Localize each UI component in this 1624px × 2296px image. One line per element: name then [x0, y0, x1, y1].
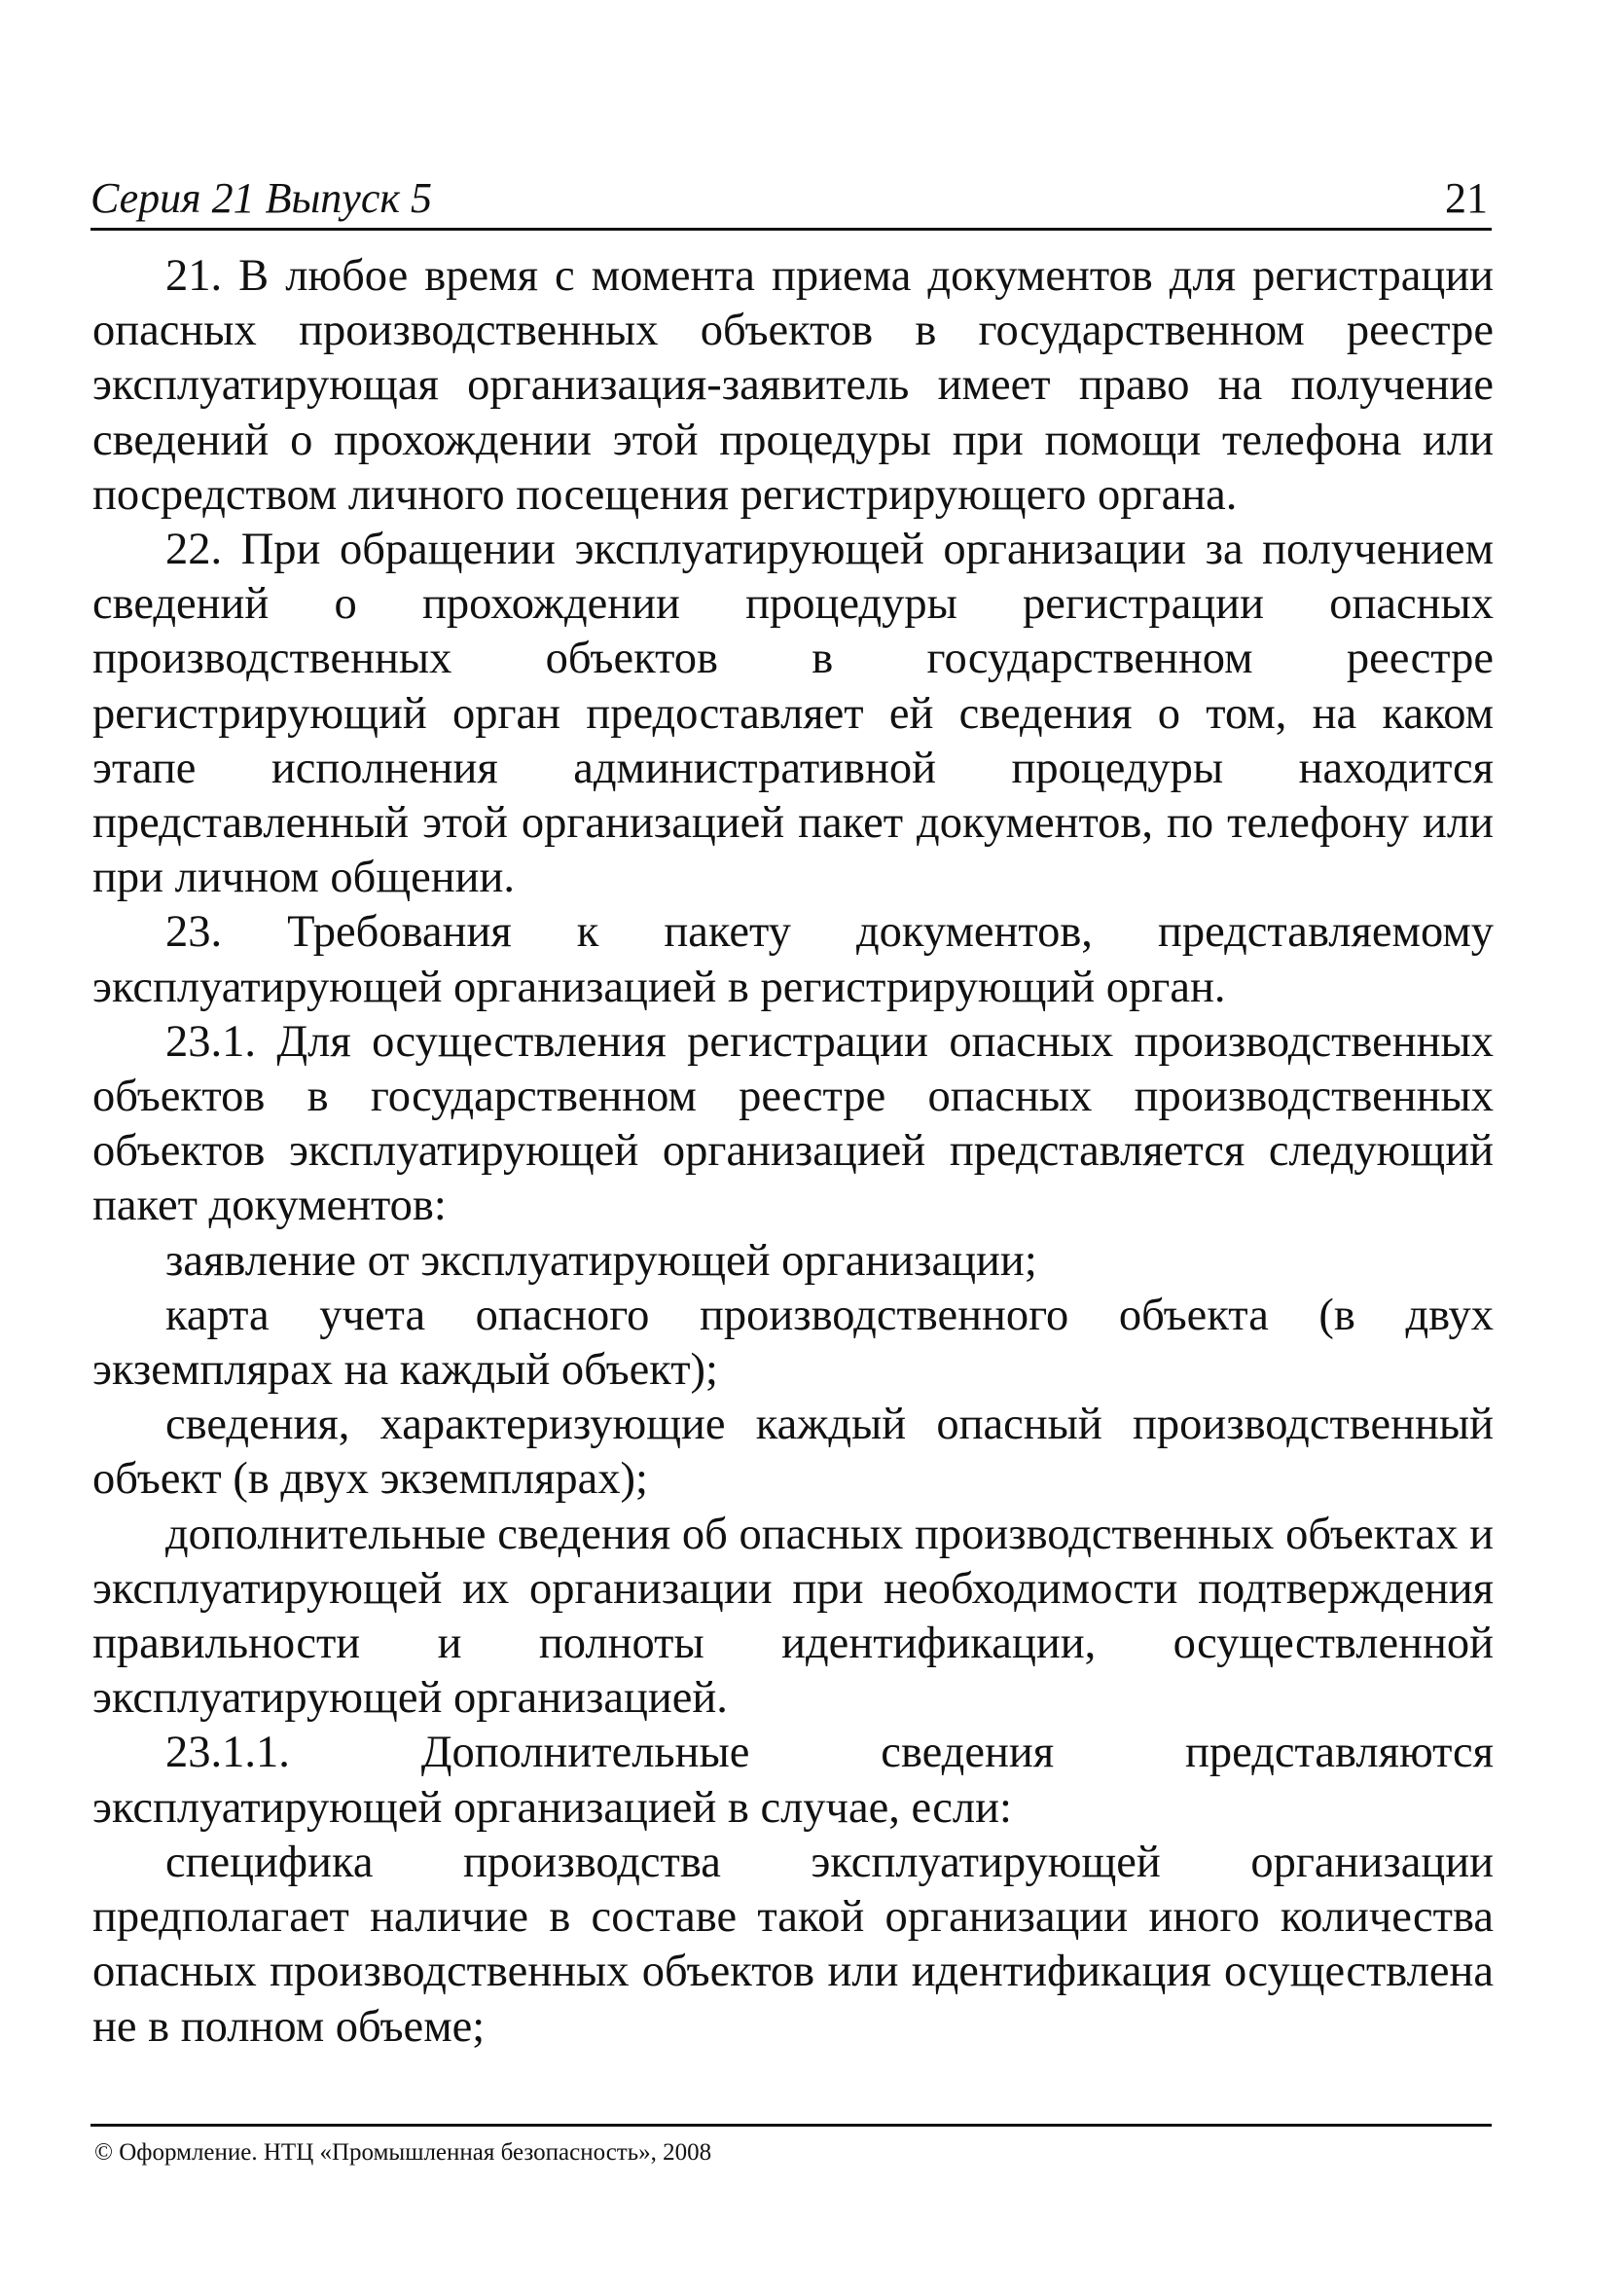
- series-label: Серия 21 Выпуск 5: [90, 174, 432, 222]
- paragraph-21: 21. В любое время с момента приема документов для регистрации опасных производственных объектов в государственном реестре эксплуатирующая организация-заявитель имеет право на получение сведений о прохождении этой процедуры при помощи телефона или посредством личного посещения регистрирующего органа.: [92, 251, 1494, 520]
- page-number: 21: [1445, 174, 1488, 222]
- paragraph-22: 22. При обращении эксплуатирующей организации за получением сведений о прохождении процедуры регистрации опасных производственных объектов в государственном реестре регистрирующий орган предоставляет ей сведения о том, на каком этапе исполнения административной процедуры находится представленный этой организацией пакет документов, по телефону или при личном общении.: [92, 525, 1494, 903]
- paragraph-23-1: 23.1. Для осуществления регистрации опасных производственных объектов в государственном реестре опасных производственных объектов эксплуатирующей организацией представляется следующий пакет документов:: [92, 1016, 1494, 1231]
- list-item-application: заявление от эксплуатирующей организации;: [165, 1235, 1037, 1286]
- list-item-production-specifics: специфика производства эксплуатирующей организации предполагает наличие в составе такой организации иного количества опасных производственных объектов или идентификация осуществлена не в полном объеме;: [92, 1837, 1494, 2052]
- body-text: [92, 249, 1494, 2055]
- list-item-registration-card: карта учета опасного производственного объекта (в двух экземплярах на каждый объект);: [92, 1290, 1494, 1396]
- list-item-additional-info: дополнительные сведения об опасных производственных объектах и эксплуатирующей их организации при необходимости подтверждения правильности и полноты идентификации, осуществленной эксплуатирующей организацией.: [92, 1509, 1494, 1724]
- list-item-object-info: сведения, характеризующие каждый опасный производственный объект (в двух экземплярах);: [92, 1400, 1494, 1505]
- page-footer: [90, 2124, 1492, 2168]
- running-header: [90, 164, 1492, 231]
- paragraph-23: 23. Требования к пакету документов, представляемому эксплуатирующей организацией в регистрирующий орган.: [92, 907, 1494, 1012]
- copyright-notice: © Оформление. НТЦ «Промышленная безопасность», 2008: [94, 2139, 712, 2166]
- paragraph-23-1-1: 23.1.1. Дополнительные сведения представляются эксплуатирующей организацией в случае, если:: [92, 1728, 1494, 1833]
